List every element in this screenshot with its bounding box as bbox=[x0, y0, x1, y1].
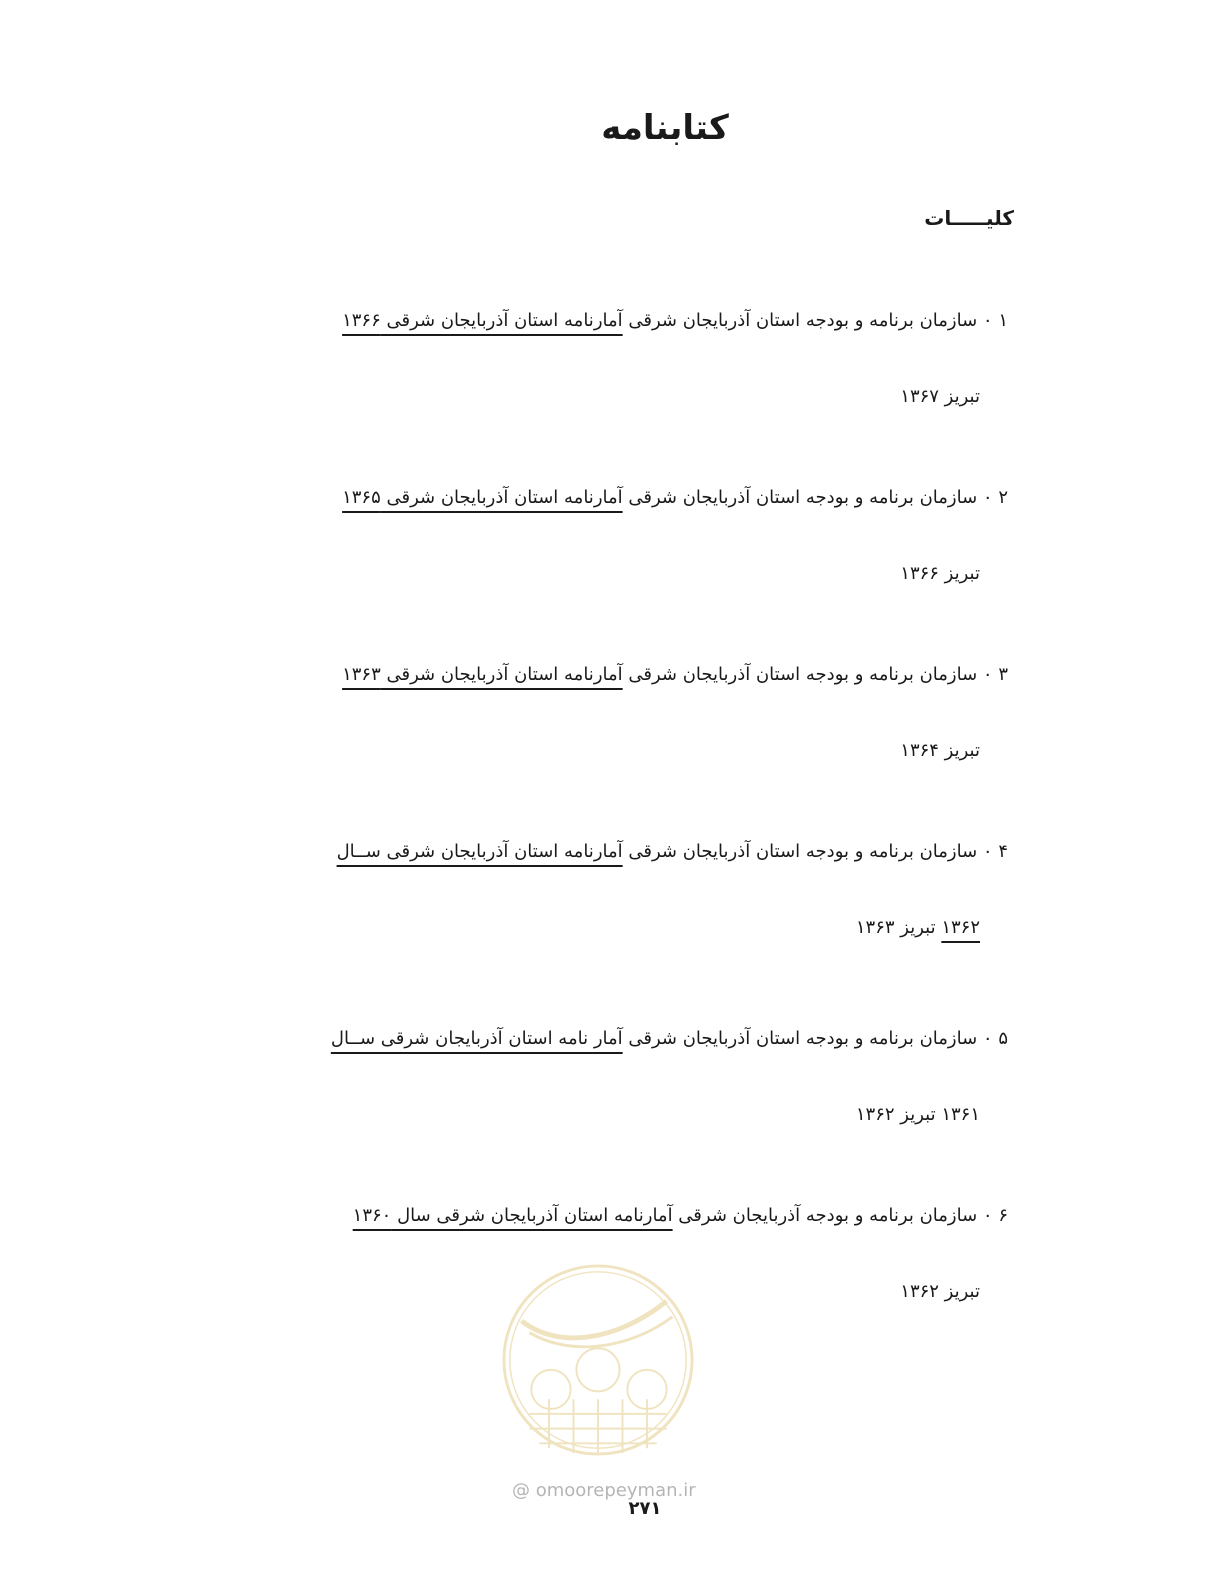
entry-publisher: ۳ ۰ سازمان برنامه و بودجه استان آذربایجان شرقی bbox=[622, 664, 1008, 685]
entry-place-year: تبریز ۱۳۶۴ bbox=[900, 740, 980, 761]
entry-year-underlined: ۱۳۶۲ bbox=[941, 917, 980, 938]
bibliography-entry bbox=[342, 666, 1008, 760]
entry-line-1 bbox=[342, 312, 1008, 330]
bibliography-entry bbox=[342, 312, 1008, 406]
entry-place-year: تبریز ۱۳۶۳ bbox=[855, 917, 942, 938]
entry-line-1 bbox=[331, 1030, 1008, 1048]
entry-line-1 bbox=[353, 1207, 1008, 1225]
entry-line-2 bbox=[342, 565, 980, 583]
page-number: ۲۷۱ bbox=[628, 1498, 662, 1519]
entry-publisher: ۱ ۰ سازمان برنامه و بودجه استان آذربایجان شرقی bbox=[622, 310, 1008, 331]
entry-line-2 bbox=[342, 388, 980, 406]
entry-line-2 bbox=[337, 919, 980, 937]
watermark-url: @ omoorepeyman.ir bbox=[512, 1480, 696, 1501]
entry-year-note: ۱۳۶۱ bbox=[941, 1104, 980, 1125]
entry-place-year: تبریز ۱۳۶۶ bbox=[900, 563, 980, 584]
bibliography-entry bbox=[342, 489, 1008, 583]
entry-line-1 bbox=[342, 489, 1008, 507]
entry-title: آمارنامه استان آذربایجان شرقی سال ۱۳۶۰ bbox=[352, 1205, 673, 1226]
watermark-url-text: omoorepeyman.ir bbox=[535, 1480, 696, 1501]
entry-title: آمارنامه استان آذربایجان شرقی ۱۳۶۳ bbox=[342, 664, 623, 685]
entry-line-2 bbox=[342, 742, 980, 760]
entry-line-2 bbox=[331, 1106, 980, 1124]
entry-publisher: ۲ ۰ سازمان برنامه و بودجه استان آذربایجان شرقی bbox=[622, 487, 1008, 508]
entry-place-year: تبریز ۱۳۶۲ bbox=[900, 1281, 980, 1302]
entry-place-year: تبریز ۱۳۶۲ bbox=[855, 1104, 942, 1125]
section-heading: کلیـــــات bbox=[924, 206, 1014, 230]
entry-publisher: ۵ ۰ سازمان برنامه و بودجه استان آذربایجان شرقی bbox=[622, 1028, 1008, 1049]
entry-publisher: ۴ ۰ سازمان برنامه و بودجه استان آذربایجان شرقی bbox=[622, 841, 1008, 862]
entry-publisher: ۶ ۰ سازمان برنامه و بودجه آذربایجان شرقی bbox=[672, 1205, 1008, 1226]
bibliography-entry bbox=[337, 843, 1008, 937]
entry-line-1 bbox=[342, 666, 1008, 684]
entry-title: آمارنامه استان آذربایجان شرقی ســال bbox=[336, 841, 623, 862]
entry-title: آمار نامه استان آذربایجان شرقی ســال bbox=[330, 1028, 623, 1049]
entry-place-year: تبریز ۱۳۶۷ bbox=[900, 386, 980, 407]
bibliography-entry bbox=[331, 1030, 1008, 1124]
page-title: کتابنامه bbox=[601, 108, 729, 148]
entry-title: آمارنامه استان آذربایجان شرقی ۱۳۶۵ bbox=[342, 487, 623, 508]
entry-line-1 bbox=[337, 843, 1008, 861]
watermark-logo-icon bbox=[500, 1262, 696, 1458]
entry-title: آمارنامه استان آذربایجان شرقی ۱۳۶۶ bbox=[342, 310, 623, 331]
